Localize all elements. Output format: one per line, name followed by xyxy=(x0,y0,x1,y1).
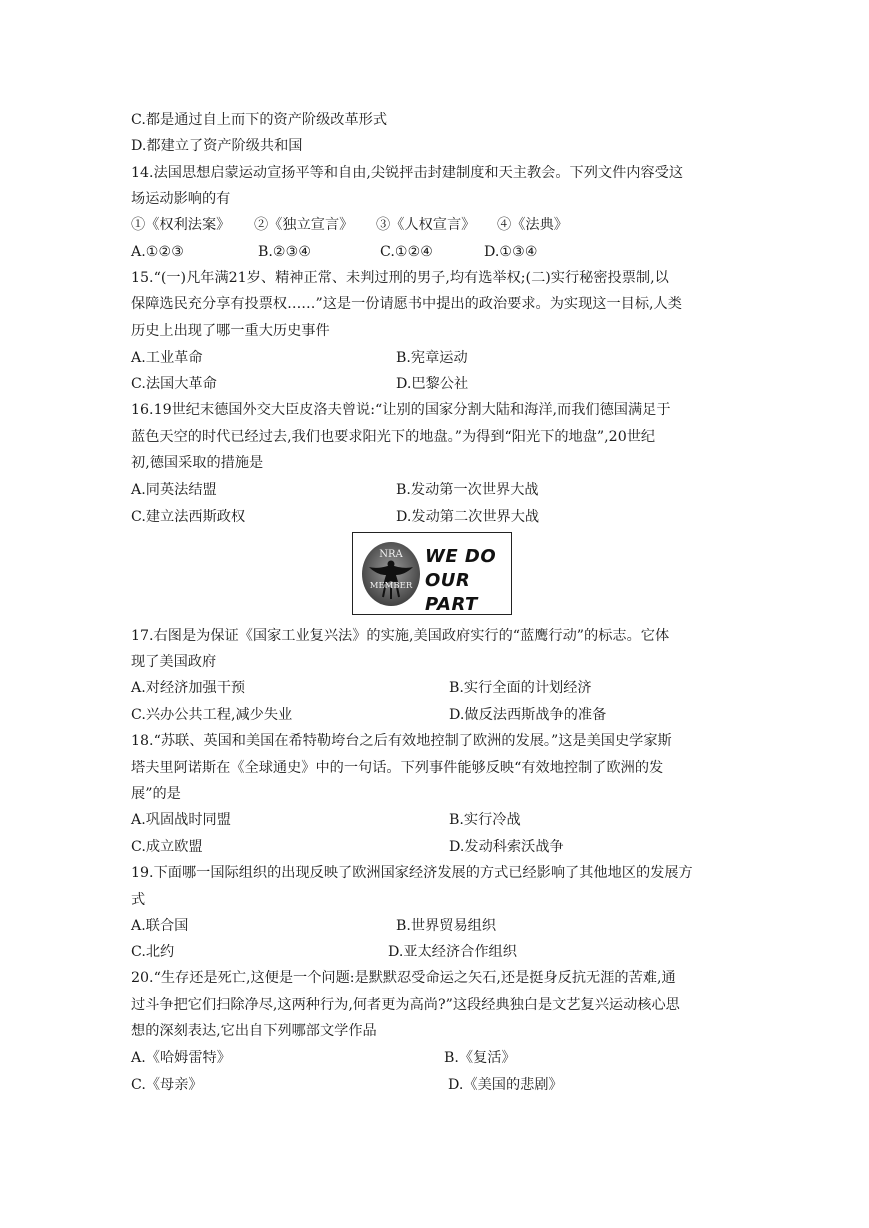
q16-stem-line3: 初,德国采取的措施是 xyxy=(131,455,264,471)
seal-nra-text: NRA xyxy=(379,549,403,560)
q14-item-1: ①《权利法案》 xyxy=(131,217,231,233)
q16-stem-line1: 16.19世纪末德国外交大臣皮洛夫曾说:“让别的国家分割大陆和海洋,而我们德国满足于 xyxy=(131,402,671,418)
q17-stem-line1: 17.右图是为保证《国家工业复兴法》的实施,美国政府实行的“蓝鹰行动”的标志。它体 xyxy=(131,628,670,644)
q18-option-d: D.发动科索沃战争 xyxy=(449,839,564,855)
q20-option-b: B.《复活》 xyxy=(444,1050,516,1066)
q14-option-c: C.①②④ xyxy=(380,244,434,260)
q15-stem-line1: 15.“(一)凡年满21岁、精神正常、未判过刑的男子,均有选举权;(二)实行秘密投票制,以 xyxy=(131,270,669,286)
q18-option-a: A.巩固战时同盟 xyxy=(131,812,231,828)
q19-option-b: B.世界贸易组织 xyxy=(396,918,497,934)
q14-item-4: ④《法典》 xyxy=(497,217,568,233)
q14-item-3: ③《人权宣言》 xyxy=(376,217,476,233)
logo-slogan-line2: OUR PART xyxy=(425,570,478,615)
q19-option-d: D.亚太经济合作组织 xyxy=(388,944,517,960)
q14-option-d: D.①③④ xyxy=(484,244,538,260)
q18-option-b: B.实行冷战 xyxy=(449,812,521,828)
q16-option-b: B.发动第一次世界大战 xyxy=(396,482,539,498)
q14-option-a: A.①②③ xyxy=(131,244,184,260)
q20-stem-line3: 想的深刻表达,它出自下列哪部文学作品 xyxy=(131,1023,377,1039)
q14-item-2: ②《独立宣言》 xyxy=(254,217,354,233)
q13-option-d: D.都建立了资产阶级共和国 xyxy=(131,138,303,154)
q20-stem-line2: 过斗争把它们扫除净尽,这两种行为,何者更为高尚?”这段经典独白是文艺复兴运动核心思 xyxy=(131,997,680,1013)
q15-option-d: D.巴黎公社 xyxy=(396,376,469,392)
blue-eagle-seal-icon xyxy=(361,541,421,607)
q17-option-d: D.做反法西斯战争的准备 xyxy=(449,707,607,723)
q19-stem-line1: 19.下面哪一国际组织的出现反映了欧洲国家经济发展的方式已经影响了其他地区的发展方 xyxy=(131,865,693,881)
logo-slogan-line1: WE DO xyxy=(425,546,497,567)
q19-option-c: C.北约 xyxy=(131,944,175,960)
logo-slogan xyxy=(425,545,509,617)
q19-option-a: A.联合国 xyxy=(131,918,189,934)
q18-stem-line1: 18.“苏联、英国和美国在希特勒垮台之后有效地控制了欧洲的发展。”这是美国史学家斯 xyxy=(131,733,672,749)
q16-option-c: C.建立法西斯政权 xyxy=(131,509,246,525)
q16-option-a: A.同英法结盟 xyxy=(131,482,217,498)
q15-option-c: C.法国大革命 xyxy=(131,376,217,392)
q14-option-b: B.②③④ xyxy=(258,244,312,260)
q16-stem-line2: 蓝色天空的时代已经过去,我们也要求阳光下的地盘。”为得到“阳光下的地盘”,20世纪 xyxy=(131,429,656,445)
q20-stem-line1: 20.“生存还是死亡,这便是一个问题:是默默忍受命运之矢石,还是挺身反抗无涯的苦难,通 xyxy=(131,970,676,986)
q18-stem-line3: 展”的是 xyxy=(131,786,181,802)
q15-option-b: B.宪章运动 xyxy=(396,350,468,366)
q17-option-a: A.对经济加强干预 xyxy=(131,680,246,696)
q20-option-c: C.《母亲》 xyxy=(131,1077,203,1093)
q15-stem-line2: 保障选民充分享有投票权……”这是一份请愿书中提出的政治要求。为实现这一目标,人类 xyxy=(131,296,682,312)
nra-blue-eagle-logo xyxy=(352,532,512,615)
q18-stem-line2: 塔夫里阿诺斯在《全球通史》中的一句话。下列事件能够反映“有效地控制了欧洲的发 xyxy=(131,760,664,776)
seal-member-text: MEMBER xyxy=(369,581,413,591)
q19-stem-line2: 式 xyxy=(131,892,146,908)
q20-option-d: D.《美国的悲剧》 xyxy=(448,1077,563,1093)
q18-option-c: C.成立欧盟 xyxy=(131,839,203,855)
q17-option-b: B.实行全面的计划经济 xyxy=(449,680,592,696)
q20-option-a: A.《哈姆雷特》 xyxy=(131,1050,231,1066)
q16-option-d: D.发动第二次世界大战 xyxy=(396,509,540,525)
q14-stem-line1: 14.法国思想启蒙运动宣扬平等和自由,尖锐抨击封建制度和天主教会。下列文件内容受这 xyxy=(131,165,684,181)
q14-stem-line2: 场运动影响的有 xyxy=(131,191,231,207)
q17-stem-line2: 现了美国政府 xyxy=(131,654,217,670)
q15-stem-line3: 历史上出现了哪一重大历史事件 xyxy=(131,323,330,339)
q15-option-a: A.工业革命 xyxy=(131,350,203,366)
q17-option-c: C.兴办公共工程,减少失业 xyxy=(131,707,293,723)
q13-option-c: C.都是通过自上而下的资产阶级改革形式 xyxy=(131,112,388,128)
